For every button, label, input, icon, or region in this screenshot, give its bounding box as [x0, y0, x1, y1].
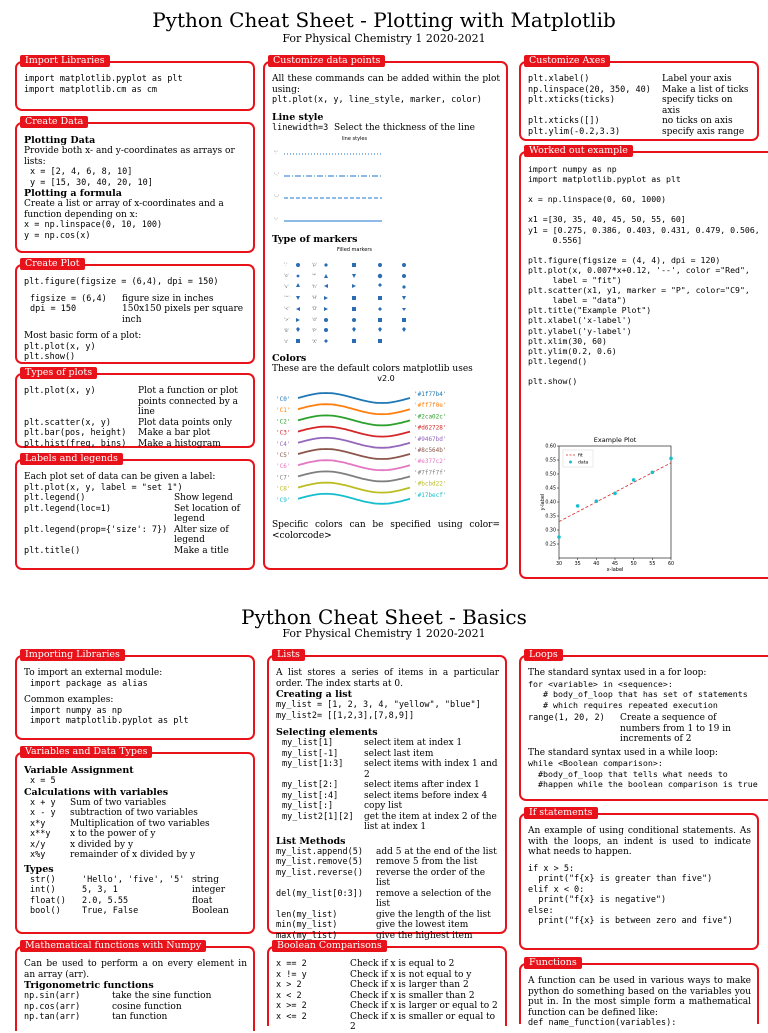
list-methods-table — [276, 847, 499, 942]
method-code: max(my_list) — [276, 930, 338, 941]
method-desc: give the highest item — [376, 930, 473, 941]
create-data-panel — [15, 122, 255, 253]
plotting-data-heading: Plotting Data — [24, 135, 96, 146]
y-tick-label: 0.40 — [545, 500, 556, 506]
markers-heading: Type of markers — [272, 233, 358, 245]
color-hex-label: '#2ca02c' — [414, 413, 447, 421]
line-style-heading: Line style — [272, 111, 324, 123]
bool-code: x != y — [276, 969, 307, 980]
svg-text:'D': 'D' — [312, 305, 318, 311]
axes-desc: Label your axis — [662, 74, 732, 84]
section-tab-importing-libraries: Importing Libraries — [20, 649, 125, 661]
sel-code: my_list[1] — [282, 738, 334, 748]
lists-text: A list stores a series of items in a particular order. The index starts at 0. — [276, 668, 499, 689]
sel-code: my_list[2:] — [282, 780, 339, 790]
sel-code: my_list2[1][2] — [282, 811, 354, 822]
calc-desc: x to the power of y — [70, 829, 156, 839]
plot-type-desc: Plot a function or plot points connected by a line — [138, 386, 239, 417]
types-of-data-table — [30, 875, 229, 917]
calc-code: x**y — [30, 829, 51, 839]
variable-assignment-code: x = 5 — [30, 776, 56, 786]
colors-version-label: v2.0 — [377, 374, 395, 383]
color-cycle-label: 'C7' — [276, 474, 291, 482]
if-statements-panel — [519, 813, 759, 950]
line-styles-svg — [272, 142, 442, 237]
data-point — [651, 471, 655, 475]
x-tick-label: 40 — [593, 562, 600, 567]
plotting-formula-text: Create a list or array of x-coordinates and a function depending on x: — [24, 199, 224, 220]
page-subtitle: For Physical Chemistry 1 2020-2021 — [282, 32, 486, 45]
svg-text:'s': 's' — [284, 338, 289, 344]
calc-code: x*y — [30, 818, 46, 829]
for-loop-text: The standard syntax used in a for loop: — [528, 668, 707, 678]
customize-code: plt.plot(x, y, line_style, marker, color) — [272, 95, 482, 105]
svg-text:'^': '^' — [284, 294, 290, 300]
data-point — [576, 504, 580, 508]
y-tick-label: 0.45 — [545, 486, 556, 492]
line-styles-title: line styles — [341, 135, 368, 142]
variable-assignment-heading: Variable Assignment — [24, 765, 134, 776]
sel-desc: select items with index 1 and 2 — [364, 759, 498, 780]
color-hex-label: '#ff7f0e' — [414, 402, 447, 410]
legend-desc: Show legend — [174, 493, 233, 503]
legend-data-label: data — [578, 460, 589, 466]
basics-subtitle: For Physical Chemistry 1 2020-2021 — [282, 627, 486, 640]
section-tab-customize-axes: Customize Axes — [524, 55, 610, 67]
axes-code: plt.ylim(-0.2,3.3) — [528, 126, 621, 137]
method-desc: remove a selection of the list — [376, 888, 492, 909]
svg-text:'8': '8' — [284, 327, 289, 333]
axes-code: plt.xticks(ticks) — [528, 95, 615, 105]
legend-desc: Set location of legend — [174, 503, 240, 524]
bool-desc: Check if x is larger or equal to 2 — [350, 1001, 498, 1011]
trig-code: np.tan(arr) — [24, 1012, 81, 1022]
color-hex-label: '#d62728' — [414, 424, 447, 432]
method-desc: give the lowest item — [376, 920, 469, 930]
axes-code: plt.xticks([]) — [528, 116, 600, 126]
sel-code: my_list[:4] — [282, 790, 339, 801]
while-loop-text: The standard syntax used in a while loop: — [528, 747, 718, 758]
section-tab-import-libraries: Import Libraries — [20, 55, 110, 67]
axes-table — [528, 74, 751, 137]
svg-text:'--': '--' — [274, 193, 280, 199]
types-of-plots-panel — [15, 373, 255, 448]
trig-desc: cosine function — [112, 1001, 182, 1012]
type-example: True, False — [82, 906, 139, 916]
method-code: min(my_list) — [276, 920, 338, 930]
importing-code: import package as alias — [30, 678, 148, 689]
plot-type-desc: Plot data points only — [138, 417, 232, 428]
data-point — [669, 457, 673, 461]
svg-text:'p': 'p' — [312, 261, 317, 267]
color-wave — [298, 471, 410, 481]
section-tab-loops: Loops — [524, 649, 563, 661]
color-cycle-label: 'C3' — [276, 429, 291, 437]
functions-code: def name_function(variables): — [528, 1018, 677, 1028]
basic-plot-code: plt.plot(x, y) plt.show() — [24, 341, 96, 362]
calculations-table — [30, 798, 210, 861]
data-point — [557, 535, 561, 539]
svg-text:'.': '.' — [284, 261, 288, 267]
type-example: 'Hello', 'five', '5' — [82, 874, 185, 885]
lists-panel — [267, 655, 507, 941]
bool-code: x > 2 — [276, 980, 302, 990]
colors-figure — [272, 384, 500, 514]
color-wave — [298, 404, 410, 414]
bool-desc: Check if x is equal to 2 — [350, 959, 455, 969]
color-cycle-label: 'C6' — [276, 463, 291, 471]
section-tab-types-of-plots: Types of plots — [20, 367, 97, 379]
sel-code: my_list[:] — [282, 801, 334, 811]
svg-text:'*': '*' — [312, 272, 317, 278]
calc-desc: Sum of two variables — [70, 797, 167, 808]
worked-example-panel — [519, 151, 768, 579]
page-title: Python Cheat Sheet - Plotting with Matplotlib — [152, 8, 616, 32]
svg-text:'H': 'H' — [312, 294, 318, 300]
sel-desc: get the item at index 2 of the list at index 1 — [364, 811, 497, 832]
trig-table — [24, 991, 211, 1023]
selecting-table — [282, 738, 499, 833]
svg-text:'h': 'h' — [312, 283, 317, 289]
data-point — [632, 478, 636, 482]
color-cycle-label: 'C0' — [276, 396, 291, 403]
trig-heading: Trigonometric functions — [24, 980, 154, 991]
common-examples-code: import numpy as np import matplotlib.pyplot as plt — [30, 705, 189, 726]
section-tab-labels-legends: Labels and legends — [20, 453, 123, 465]
basic-plot-text: Most basic form of a plot: — [24, 331, 142, 341]
type-name: integer — [192, 885, 226, 895]
while-loop-code: while <Boolean comparison>: #body_of_loop that tells what needs to #happen while the boolean comparison is true — [528, 758, 758, 789]
section-tab-variables: Variables and Data Types — [20, 746, 152, 758]
linewidth-text: Select the thickness of the line — [334, 122, 475, 133]
import-libraries-panel — [15, 61, 255, 111]
x-tick-label: 50 — [630, 562, 637, 567]
plotting-formula-heading: Plotting a formula — [24, 188, 122, 199]
method-desc: add 5 at the end of the list — [376, 846, 497, 857]
loops-panel — [519, 655, 768, 801]
colors-svg — [272, 386, 502, 514]
type-func: float() — [30, 895, 66, 906]
section-tab-lists: Lists — [272, 649, 305, 661]
svg-text:'-': '-' — [274, 216, 278, 222]
svg-text:'d': 'd' — [312, 316, 317, 322]
svg-text:'<': '<' — [284, 305, 290, 311]
color-hex-label: '#e377c2' — [414, 458, 447, 466]
axes-code: np.linspace(20, 350, 40) — [528, 84, 651, 95]
import-code: import matplotlib.pyplot as plt import matplotlib.cm as cm — [24, 74, 183, 95]
calc-desc: remainder of x divided by y — [70, 850, 196, 860]
figure-code: plt.figure(figsize = (6,4), dpi = 150) — [24, 277, 219, 287]
method-desc: remove 5 from the list — [376, 857, 478, 867]
trig-desc: tan function — [112, 1012, 168, 1022]
legend-table — [24, 493, 247, 556]
color-hex-label: '#9467bd' — [414, 435, 447, 443]
calc-code: x%y — [30, 850, 46, 860]
method-desc: give the length of the list — [376, 909, 491, 920]
method-desc: reverse the order of the list — [376, 867, 486, 888]
for-loop-code: for <variable> in <sequence>: # body_of_loop that has set of statements # which requires repeated execution — [528, 678, 748, 710]
axes-desc: specify axis range — [662, 126, 745, 137]
plotting-data-code: x = [2, 4, 6, 8, 10] y = [15, 30, 40, 20, 10] — [30, 167, 153, 188]
boolean-table — [276, 959, 499, 1033]
color-wave — [298, 483, 410, 493]
plot-type-code: plt.hist(freq, bins) — [24, 438, 127, 449]
method-code: len(my_list) — [276, 909, 338, 920]
sel-code: my_list[1:3] — [282, 759, 344, 769]
bool-desc: Check if x is not equal to y — [350, 969, 472, 980]
creating-list-code: my_list = [1, 2, 3, 4, "yellow", "blue"] my_list2= [[1,2,3],[7,8,9]] — [276, 700, 481, 721]
type-name: Boolean — [192, 906, 229, 916]
labels-text: Each plot set of data can be given a label: — [24, 472, 216, 482]
y-tick-label: 0.25 — [545, 542, 556, 548]
y-tick-label: 0.50 — [545, 472, 556, 478]
calculations-heading: Calculations with variables — [24, 786, 169, 798]
bool-desc: Check if x is smaller than 2 — [350, 990, 475, 1001]
section-tab-customize-data-points: Customize data points — [268, 55, 385, 67]
types-heading: Types — [24, 863, 54, 875]
selecting-heading: Selecting elements — [276, 727, 378, 738]
color-cycle-label: 'C1' — [276, 407, 291, 415]
markers-svg — [272, 253, 442, 353]
legend-desc: Alter size of legend — [174, 524, 229, 545]
variables-panel — [15, 752, 255, 934]
plotting-formula-code: x = np.linspace(0, 10, 100) y = np.cos(x) — [24, 220, 163, 241]
data-point — [613, 492, 617, 496]
type-name: float — [192, 895, 213, 906]
trig-code: np.sin(arr) — [24, 991, 81, 1001]
functions-text: A function can be used in various ways to make python do something based on the variables you put in. In the most simple form a mathematical function can be defined like: — [528, 976, 751, 1018]
color-hex-label: '#bcbd22' — [414, 480, 447, 488]
param-desc: 150x150 pixels per square inch — [122, 304, 244, 325]
bool-desc: Check if x is larger than 2 — [350, 980, 469, 990]
bool-code: x <= 2 — [276, 1011, 307, 1022]
color-cycle-label: 'C4' — [276, 440, 291, 448]
color-wave — [298, 460, 410, 470]
example-plot — [539, 432, 679, 582]
line-styles-figure — [272, 134, 500, 234]
calc-desc: x divided by y — [70, 839, 134, 850]
color-hex-label: '#7f7f7f' — [414, 469, 447, 477]
labels-legends-panel — [15, 459, 255, 570]
color-cycle-label: 'C2' — [276, 418, 291, 426]
axes-code: plt.xlabel() — [528, 74, 590, 84]
labels-code: plt.plot(x, y, label = "set 1") — [24, 482, 183, 493]
importing-text: To import an external module: — [24, 668, 163, 678]
y-tick-label: 0.60 — [545, 444, 556, 450]
legend-fit-label: fit — [578, 453, 583, 459]
color-hex-label: '#1f77b4' — [414, 391, 447, 398]
importing-libraries-panel — [15, 655, 255, 740]
sel-code: my_list[-1] — [282, 748, 339, 759]
plot-type-desc: Make a bar plot — [138, 428, 211, 438]
x-tick-label: 35 — [574, 562, 581, 567]
type-name: string — [192, 874, 219, 885]
sel-desc: select items before index 4 — [364, 790, 488, 801]
trig-desc: take the sine function — [112, 991, 212, 1001]
data-point — [595, 499, 599, 503]
bool-desc: Check if x is smaller or equal to 2 — [350, 1011, 496, 1032]
legend-code: plt.title() — [24, 545, 81, 556]
axes-desc: no ticks on axis — [662, 116, 733, 126]
color-hex-label: '#8c564b' — [414, 447, 447, 454]
y-tick-label: 0.55 — [545, 458, 556, 464]
sel-desc: select item at index 1 — [364, 738, 463, 748]
color-cycle-label: 'C5' — [276, 452, 291, 459]
color-hex-label: '#17becf' — [414, 491, 447, 499]
plot-type-code: plt.bar(pos, height) — [24, 428, 127, 438]
legend-data-swatch — [569, 461, 572, 464]
x-tick-label: 60 — [667, 562, 675, 567]
x-axis-label: x-label — [606, 567, 624, 573]
worked-example-code: import numpy as np import matplotlib.pyplot as plt x = np.linspace(0, 60, 1000) x1 =[30, 35, 40, 45, 50, 55, 60] y1 = [0.275, 0.386, 0.403, 0.431, 0.479, 0.506, 0.556] plt.figure(figsize = (4, 4), dpi = 120) plt.plot(x, 0.007*x+0.12, '--', color ="Red", label = "fit") plt.scatter(x1, y1, marker = "P", color="C9", label = "data") plt.title("Example Plot") plt.xlabel('x-label') plt.ylabel('y-label') plt.xlim(30, 60) plt.ylim(0.2, 0.6) plt.legend() plt.show() — [528, 164, 760, 386]
color-wave — [298, 494, 410, 504]
sel-desc: select last item — [364, 748, 434, 759]
section-tab-functions: Functions — [524, 957, 582, 969]
svg-text:'P': 'P' — [312, 327, 317, 333]
plotting-data-text: Provide both x- and y-coordinates as arrays or lists: — [24, 146, 235, 167]
calc-code: x + y — [30, 797, 56, 808]
sel-desc: copy list — [364, 801, 403, 811]
type-func: str() — [30, 874, 56, 885]
method-code: my_list.append(5) — [276, 846, 363, 857]
common-examples-text: Common examples: — [24, 695, 114, 705]
functions-panel — [519, 963, 759, 1028]
specific-colors-text: Specific colors can be specified using color= <colorcode> — [272, 520, 500, 541]
svg-text:'o': 'o' — [284, 272, 289, 278]
param-desc: figure size in inches — [122, 293, 214, 304]
calc-code: x - y — [30, 808, 56, 818]
color-wave — [298, 438, 410, 448]
markers-title: Filled markers — [337, 246, 372, 253]
section-tab-boolean: Boolean Comparisons — [272, 940, 387, 952]
calc-desc: subtraction of two variables — [70, 808, 198, 818]
basics-title: Python Cheat Sheet - Basics — [241, 605, 527, 629]
boolean-panel — [267, 946, 507, 1032]
axes-desc: Make a list of ticks — [662, 84, 749, 95]
method-code: my_list.remove(5) — [276, 857, 363, 867]
method-code: del(my_list[0:3]) — [276, 888, 363, 899]
svg-text:'X': 'X' — [312, 338, 317, 344]
x-tick-label: 45 — [611, 562, 619, 567]
if-text: An example of using conditional statements. As with the loops, an indent is used to indicate what needs to happen. — [528, 826, 751, 857]
legend-code: plt.legend() — [24, 493, 86, 503]
section-tab-worked-example: Worked out example — [524, 145, 633, 157]
types-table — [24, 386, 247, 449]
math-numpy-panel — [15, 946, 255, 1031]
y-tick-label: 0.30 — [545, 528, 556, 534]
list-methods-heading: List Methods — [276, 835, 346, 847]
markers-figure — [272, 245, 500, 353]
method-code: my_list.reverse() — [276, 867, 363, 878]
svg-text:'v': 'v' — [284, 283, 289, 289]
axes-desc: specify ticks on axis — [662, 95, 733, 116]
color-wave — [298, 415, 410, 425]
bool-code: x >= 2 — [276, 1001, 307, 1011]
color-wave — [298, 393, 410, 403]
create-plot-panel — [15, 264, 255, 364]
section-tab-if-statements: If statements — [524, 807, 598, 819]
plot-type-desc: Make a histogram — [138, 438, 221, 449]
param-code: figsize = (6,4) — [30, 293, 107, 304]
type-example: 2.0, 5.55 — [82, 895, 129, 906]
colors-heading: Colors — [272, 352, 307, 364]
chart-title: Example Plot — [593, 436, 637, 444]
section-tab-create-data: Create Data — [20, 116, 88, 128]
type-example: 5, 3, 1 — [82, 885, 118, 895]
legend-desc: Make a title — [174, 545, 229, 556]
legend-code: plt.legend(prop={'size': 7}) — [24, 524, 168, 535]
customize-text: All these commands can be added within the plot using: — [272, 74, 500, 95]
x-tick-label: 30 — [555, 562, 563, 567]
plot-type-code: plt.scatter(x, y) — [24, 417, 111, 428]
color-cycle-label: 'C9' — [276, 496, 291, 504]
calc-code: x/y — [30, 839, 46, 850]
figure-params-table — [30, 294, 247, 326]
bool-code: x == 2 — [276, 959, 307, 969]
section-tab-create-plot: Create Plot — [20, 258, 85, 270]
legend-code: plt.legend(loc=1) — [24, 503, 111, 514]
customize-axes-panel — [519, 61, 759, 141]
color-cycle-label: 'C8' — [276, 485, 291, 493]
sel-desc: select items after index 1 — [364, 780, 480, 790]
linewidth-code: linewidth=3 — [272, 122, 329, 133]
color-wave — [298, 449, 410, 459]
range-table — [528, 713, 762, 745]
type-func: int() — [30, 885, 56, 895]
creating-list-heading: Creating a list — [276, 689, 353, 700]
svg-text:':': ':' — [274, 149, 278, 155]
color-wave — [298, 427, 410, 437]
y-axis-label: y-label — [540, 493, 546, 511]
section-tab-math-numpy: Mathematical functions with Numpy — [20, 940, 206, 952]
bool-code: x < 2 — [276, 990, 302, 1001]
plot-type-code: plt.plot(x, y) — [24, 386, 96, 396]
range-desc: Create a sequence of numbers from 1 to 19 in increments of 2 — [620, 713, 731, 744]
colors-text: These are the default colors matplotlib uses — [272, 363, 473, 374]
param-code: dpi = 150 — [30, 304, 77, 314]
calc-desc: Multiplication of two variables — [70, 818, 210, 829]
svg-text:'-.': '-.' — [274, 171, 279, 177]
y-tick-label: 0.35 — [545, 514, 556, 520]
type-func: bool() — [30, 906, 61, 916]
range-code: range(1, 20, 2) — [528, 713, 605, 723]
svg-text:'>': '>' — [284, 316, 290, 322]
math-text: Can be used to perform a on every element in an array (arr). — [24, 959, 247, 980]
trig-code: np.cos(arr) — [24, 1001, 81, 1012]
if-code: if x > 5: print("f{x} is greater than five") elif x < 0: print("f{x} is negative") else: print("f{x} is between zero and five") — [528, 863, 733, 926]
x-tick-label: 55 — [649, 562, 656, 567]
customize-data-points-panel — [263, 61, 508, 570]
